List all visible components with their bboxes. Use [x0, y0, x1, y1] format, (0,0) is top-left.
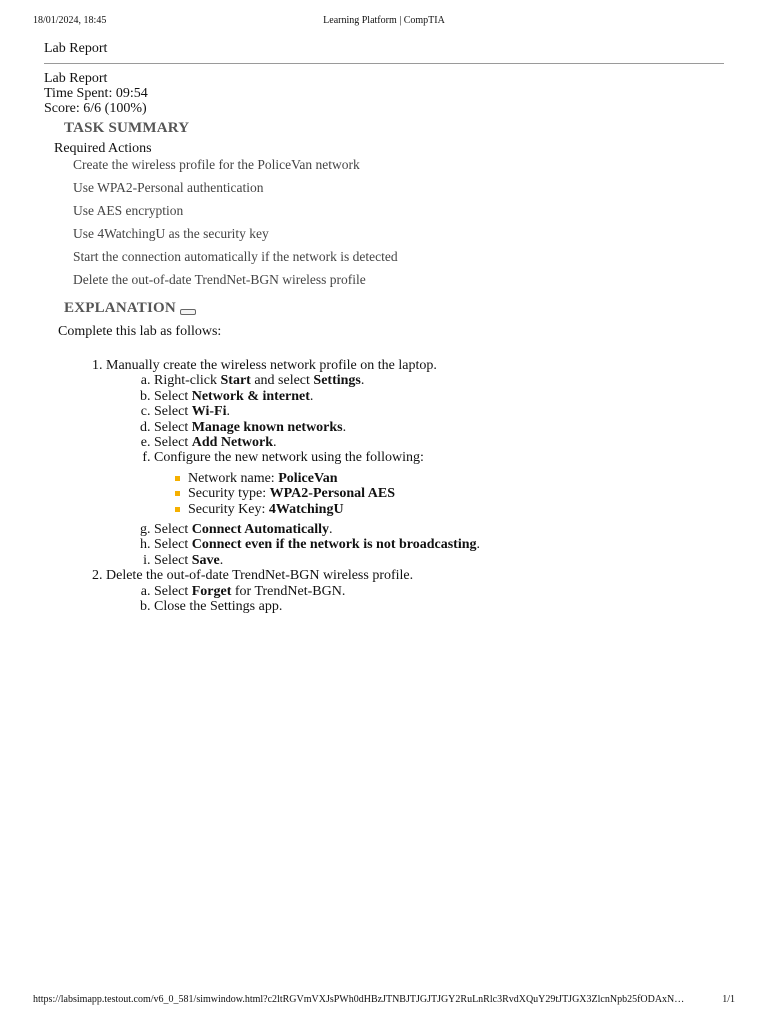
substep-text: Select	[154, 552, 192, 568]
config-label: Security type:	[188, 486, 270, 502]
substep-emphasis: Connect even if the network is not broadcasting	[191, 537, 477, 553]
task-summary-heading: TASK SUMMARY	[64, 120, 190, 136]
substep-emphasis: Start	[220, 373, 251, 389]
substep-text: .	[476, 537, 481, 553]
network-config-list	[154, 471, 724, 517]
substep-text: Select	[154, 435, 192, 451]
substep-text: and select	[250, 373, 314, 389]
explanation-header	[64, 299, 724, 317]
substep	[154, 537, 724, 552]
substep-text: Select	[154, 404, 192, 420]
required-action-item: Start the connection automatically if the network is detected	[73, 249, 398, 264]
substep-text: .	[328, 522, 333, 538]
substep	[154, 435, 724, 450]
substep-text: .	[273, 435, 277, 451]
substep-emphasis: Connect Automatically	[191, 522, 329, 538]
step-2-substeps	[106, 584, 724, 615]
substep	[154, 599, 724, 614]
print-page-title: Learning Platform | CompTIA	[323, 15, 445, 26]
required-action-item: Use 4WatchingU as the security key	[73, 226, 269, 241]
substep-emphasis: Manage known networks	[191, 419, 343, 435]
config-value: WPA2-Personal AES	[269, 486, 396, 502]
config-label: Security Key:	[188, 501, 269, 517]
substep-emphasis: Forget	[191, 583, 232, 599]
substep	[154, 584, 724, 599]
substep-emphasis: Add Network	[191, 435, 273, 451]
step-1-text: Manually create the wireless network profile on the laptop.	[106, 358, 437, 373]
substep-emphasis: Network & internet	[191, 388, 310, 404]
substep-text: .	[309, 388, 314, 404]
substep	[154, 373, 724, 388]
substep	[154, 450, 724, 517]
substep-text: for TrendNet-BGN.	[231, 583, 346, 599]
required-action-item: Use AES encryption	[73, 203, 184, 218]
substep	[154, 522, 724, 537]
config-item	[188, 502, 724, 517]
substep-emphasis: Wi-Fi	[191, 404, 227, 420]
substep-text: .	[219, 552, 224, 568]
substep-emphasis: Save	[191, 552, 220, 568]
config-value: PoliceVan	[278, 470, 338, 486]
substep-text: Close the Settings app.	[154, 599, 283, 615]
config-label: Network name:	[188, 470, 279, 486]
step-2-text: Delete the out-of-date TrendNet-BGN wireless profile.	[106, 568, 414, 584]
report-title: Lab Report	[44, 71, 108, 86]
print-datetime: 18/01/2024, 18:45	[33, 15, 107, 26]
lab-report-content	[44, 40, 724, 615]
required-action-item: Create the wireless profile for the PoliceVan network	[73, 157, 360, 172]
steps-list	[44, 358, 724, 615]
substep-text: Right-click	[154, 373, 221, 389]
explanation-intro: Complete this lab as follows:	[58, 324, 222, 339]
step-1-substeps	[106, 373, 724, 568]
substep-text: Select	[154, 388, 192, 404]
required-action-item: Use WPA2-Personal authentication	[73, 180, 264, 195]
page-number: 1/1	[722, 994, 735, 1005]
print-footer	[33, 994, 735, 1008]
page-title: Lab Report	[44, 41, 108, 56]
explanation-toggle-button[interactable]	[180, 309, 196, 315]
config-item	[188, 486, 724, 501]
step-1	[106, 358, 724, 568]
substep	[154, 420, 724, 435]
substep-emphasis: Settings	[313, 373, 361, 389]
explanation-heading: EXPLANATION	[64, 300, 176, 316]
substep-text: .	[342, 419, 347, 435]
substep-text: Select	[154, 522, 192, 538]
substep	[154, 553, 724, 568]
required-actions-list	[44, 157, 724, 288]
substep-text: .	[226, 404, 230, 420]
score: Score: 6/6 (100%)	[44, 101, 147, 116]
step-2	[106, 568, 724, 614]
substep	[154, 389, 724, 404]
page-url: https://labsimapp.testout.com/v6_0_581/simwindow.html?c2ltRGVmVXJsPWh0dHBzJTNBJTJGJTJGY2RuLnRlc3RvdXQuY29tJTJGX3ZlcnNpb25fODAxN…	[33, 994, 685, 1005]
required-actions-title: Required Actions	[54, 141, 152, 156]
title-divider	[44, 63, 724, 64]
substep-text: Select	[154, 583, 192, 599]
substep	[154, 404, 724, 419]
substep-text: .	[360, 373, 365, 389]
config-item	[188, 471, 724, 486]
substep-text: Select	[154, 537, 192, 553]
config-value: 4WatchingU	[268, 501, 344, 517]
substep-text: Configure the new network using the following:	[154, 450, 424, 466]
print-header	[33, 15, 735, 29]
substep-text: Select	[154, 419, 192, 435]
time-spent: Time Spent: 09:54	[44, 86, 148, 101]
required-action-item: Delete the out-of-date TrendNet-BGN wireless profile	[73, 272, 366, 287]
